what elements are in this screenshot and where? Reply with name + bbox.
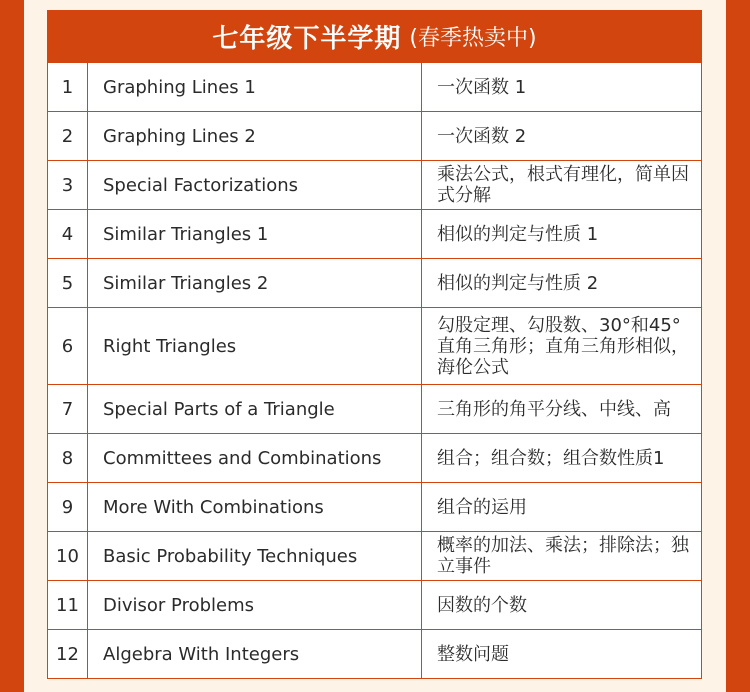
page-subtitle: (春季热卖中) (409, 25, 537, 51)
table-row (48, 63, 702, 112)
title-bar (47, 10, 702, 62)
lesson-number: 7 (48, 385, 88, 434)
lesson-english-title: Basic Probability Techniques (88, 532, 422, 581)
lesson-chinese-title: 概率的加法、乘法；排除法；独立事件 (422, 532, 702, 581)
table-row (48, 259, 702, 308)
lesson-english-title: Graphing Lines 1 (88, 63, 422, 112)
lesson-number: 5 (48, 259, 88, 308)
lesson-english-title: Divisor Problems (88, 581, 422, 630)
lesson-english-title: Algebra With Integers (88, 630, 422, 679)
lesson-number: 9 (48, 483, 88, 532)
lesson-english-title: Graphing Lines 2 (88, 112, 422, 161)
lesson-number: 4 (48, 210, 88, 259)
lesson-english-title: Similar Triangles 2 (88, 259, 422, 308)
lesson-number: 6 (48, 308, 88, 385)
lesson-english-title: Special Factorizations (88, 161, 422, 210)
lesson-chinese-title: 乘法公式，根式有理化，简单因式分解 (422, 161, 702, 210)
lesson-chinese-title: 相似的判定与性质 2 (422, 259, 702, 308)
lesson-number: 2 (48, 112, 88, 161)
page-title: 七年级下半学期 (212, 23, 402, 54)
table-row (48, 210, 702, 259)
lesson-number: 12 (48, 630, 88, 679)
lesson-chinese-title: 一次函数 2 (422, 112, 702, 161)
lesson-chinese-title: 整数问题 (422, 630, 702, 679)
table-row (48, 385, 702, 434)
table-row (48, 630, 702, 679)
lesson-chinese-title: 组合；组合数；组合数性质1 (422, 434, 702, 483)
lesson-number: 3 (48, 161, 88, 210)
lesson-chinese-title: 一次函数 1 (422, 63, 702, 112)
lesson-number: 1 (48, 63, 88, 112)
lesson-chinese-title: 相似的判定与性质 1 (422, 210, 702, 259)
table-row (48, 483, 702, 532)
table-row (48, 308, 702, 385)
lesson-number: 11 (48, 581, 88, 630)
table-row (48, 161, 702, 210)
lesson-chinese-title: 勾股定理、勾股数、30°和45°直角三角形；直角三角形相似，海伦公式 (422, 308, 702, 385)
table-row (48, 112, 702, 161)
lesson-english-title: Special Parts of a Triangle (88, 385, 422, 434)
lesson-english-title: Similar Triangles 1 (88, 210, 422, 259)
table-row (48, 532, 702, 581)
lesson-number: 8 (48, 434, 88, 483)
lesson-chinese-title: 因数的个数 (422, 581, 702, 630)
table-row (48, 434, 702, 483)
table-row (48, 581, 702, 630)
lesson-chinese-title: 组合的运用 (422, 483, 702, 532)
lesson-english-title: Right Triangles (88, 308, 422, 385)
lesson-chinese-title: 三角形的角平分线、中线、高 (422, 385, 702, 434)
lesson-english-title: More With Combinations (88, 483, 422, 532)
course-table (47, 62, 702, 679)
lesson-number: 10 (48, 532, 88, 581)
lesson-english-title: Committees and Combinations (88, 434, 422, 483)
